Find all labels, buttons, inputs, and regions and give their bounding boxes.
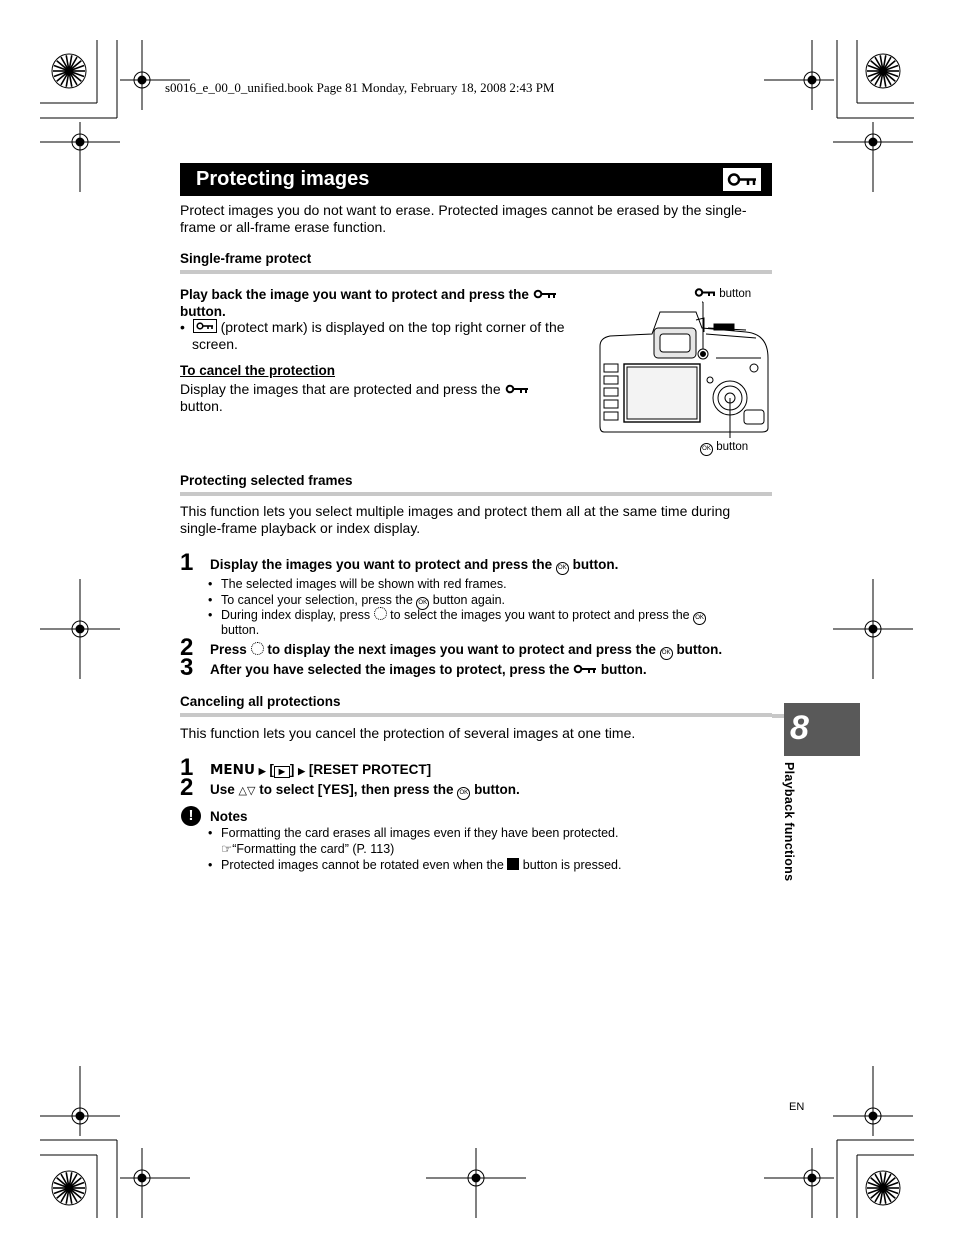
canceling-heading: Canceling all protections (180, 694, 341, 709)
heading-rule (180, 492, 772, 496)
cancel-line-1 (180, 381, 529, 398)
intro-line-2: frame or all-frame erase function. (180, 219, 387, 235)
ok-button-icon: OK (457, 787, 470, 800)
menu-label: MENU (210, 762, 255, 778)
playback-icon: ▶ (274, 766, 290, 778)
bullet-text: (protect mark) is displayed on the top right corner of the (220, 319, 565, 335)
step-number: 2 (180, 634, 194, 661)
bullet-dot: • (180, 319, 189, 335)
bullet-text-2: screen. (192, 336, 238, 352)
reference-icon: ☞ (221, 842, 233, 856)
instruction-text: Play back the image you want to protect and press the (180, 287, 529, 302)
chapter-number: 8 (790, 709, 809, 747)
heading-rule (180, 713, 772, 717)
selected-intro-2: single-frame playback or index display. (180, 520, 421, 536)
single-frame-instruction-2: button. (180, 304, 226, 319)
callout-label: button (716, 441, 749, 453)
note-text: Formatting the card erases all images even if they have been protected. (221, 826, 619, 840)
cancel-heading: To cancel the protection (180, 363, 336, 378)
ok-button-icon: OK (556, 562, 569, 575)
language-marker: EN (789, 1101, 805, 1113)
bullet-text: button. (221, 623, 260, 637)
step-2-text: Press to display the next images you want to protect and press the OK button. (210, 642, 722, 660)
ok-button-icon: OK (416, 597, 429, 610)
selected-frames-heading: Protecting selected frames (180, 473, 353, 488)
bullet-text: To cancel your selection, press the OK button again. (221, 592, 761, 610)
note-text: ☞“Formatting the card” (P. 113) (221, 842, 395, 856)
ok-button-callout (700, 441, 748, 456)
single-frame-heading: Single-frame protect (180, 251, 312, 266)
protect-key-icon (573, 663, 597, 675)
ok-button-icon: OK (700, 443, 713, 456)
protect-mark-bullet (180, 319, 565, 336)
intro-line-1: Protect images you do not want to erase. Protected images cannot be erased by the single- (180, 202, 747, 218)
cancel-line-2: button. (180, 398, 223, 414)
camera-back-illustration (596, 298, 772, 438)
step-text: Display the images you want to protect and press the (210, 557, 553, 572)
chapter-tab (784, 703, 860, 756)
step-number: 1 (180, 549, 194, 576)
note-text: Protected images cannot be rotated even when the button is pressed. (221, 858, 622, 872)
protect-key-icon (505, 383, 529, 395)
ok-button-icon: OK (660, 647, 673, 660)
heading-rule (180, 270, 772, 274)
cancel-step-2-text: Use △▽ to select [YES], then press the OK button. (210, 782, 520, 800)
step-number: 1 (180, 754, 194, 781)
selected-intro-1: This function lets you select multiple images and protect them all at the same time during (180, 503, 731, 519)
bullet-text: During index display, press to select the images you want to protect and press the OK (221, 607, 761, 625)
book-header-line: s0016_e_00_0_unified.book Page 81 Monday, February 18, 2008 2:43 PM (165, 80, 555, 95)
single-frame-instruction (180, 286, 557, 303)
chapter-label: Playback functions (782, 762, 796, 882)
protect-mark-icon (193, 319, 217, 333)
protect-key-icon (722, 167, 762, 192)
notes-heading: Notes (210, 809, 248, 824)
protect-key-icon (533, 288, 557, 300)
canceling-intro: This function lets you cancel the protection of several images at one time. (180, 725, 636, 741)
callout-label: button (719, 288, 752, 300)
cancel-text: Display the images that are protected and press the (180, 381, 501, 397)
exposure-comp-icon (507, 858, 519, 870)
arrow-right-icon: ▶ (258, 766, 266, 776)
protect-key-icon (694, 287, 716, 298)
step-number: 3 (180, 654, 194, 681)
step-number: 2 (180, 774, 194, 801)
step-3-text: After you have selected the images to protect, press the button. (210, 662, 647, 677)
arrow-right-icon: ▶ (298, 766, 306, 776)
section-title-bar (180, 163, 772, 196)
page-title: Protecting images (196, 168, 370, 190)
tab-connector (772, 714, 784, 718)
step-text: button. (572, 557, 619, 572)
arrow-pad-icon (374, 607, 387, 620)
up-down-arrows-icon: △▽ (238, 785, 256, 797)
cancel-step-1-text: MENU ▶ [ ▶ ] ▶ [RESET PROTECT] (210, 762, 432, 778)
step-1-text (210, 557, 618, 575)
arrow-pad-icon (251, 642, 264, 655)
ok-button-icon: OK (693, 612, 706, 625)
warning-icon: ! (181, 806, 201, 826)
bullet-text: The selected images will be shown with red frames. (221, 577, 507, 591)
